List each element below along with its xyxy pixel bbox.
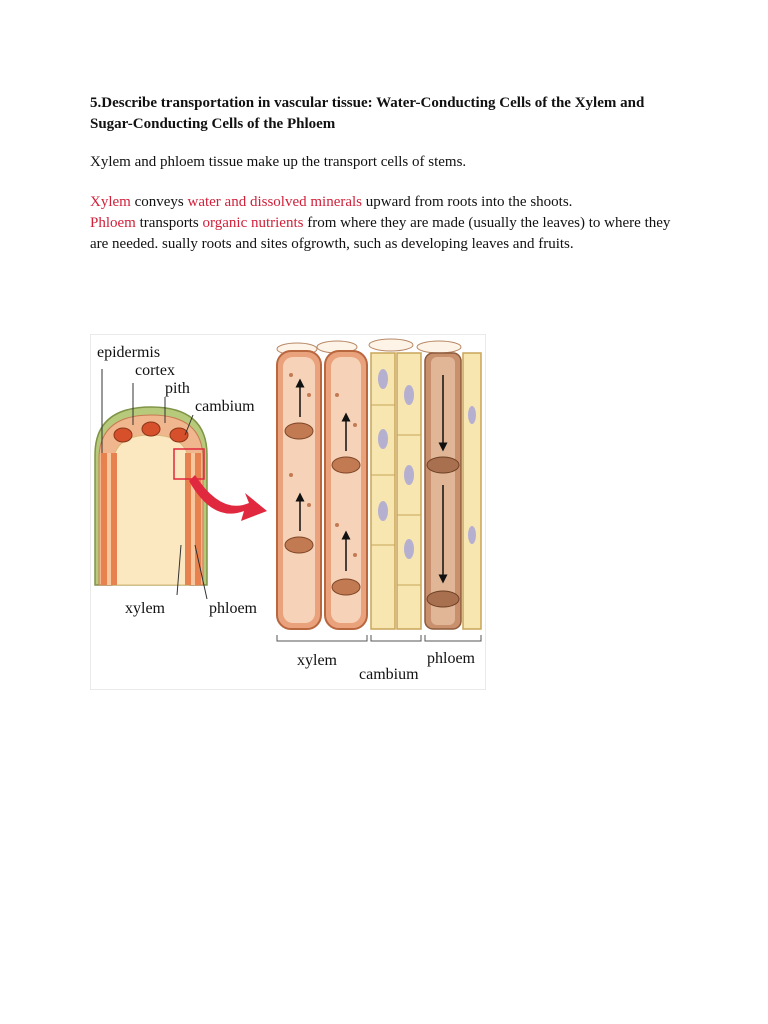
label-epidermis: epidermis bbox=[97, 344, 161, 361]
xylem-highlight: water and dissolved minerals bbox=[187, 194, 363, 210]
label-cortex: cortex bbox=[135, 362, 175, 379]
label-pith: pith bbox=[165, 380, 190, 397]
pith-region bbox=[113, 435, 189, 585]
xylem-text-2: upward from roots into the shoots. bbox=[362, 194, 573, 210]
intro-paragraph: Xylem and phloem tissue make up the transport cells of stems. bbox=[90, 154, 467, 170]
phloem-term: Phloem bbox=[90, 215, 136, 231]
label-cambium-top: cambium bbox=[195, 398, 255, 415]
phloem-text-1: transports bbox=[135, 215, 203, 231]
diagram-svg bbox=[91, 335, 485, 689]
phloem-text-2: from where they are made (usually the leaves) to where they are needed. sually roots and sites ofgrowth, such as developing leaves and fruits. bbox=[90, 215, 671, 252]
phloem-highlight: organic nutrients bbox=[202, 215, 304, 231]
cambium-cells bbox=[371, 353, 421, 629]
xylem-text-1: conveys bbox=[130, 194, 188, 210]
phloem-cells bbox=[425, 353, 481, 629]
xylem-term: Xylem bbox=[90, 194, 131, 210]
label-cambium-bottom: cambium bbox=[359, 666, 419, 683]
magnified-tissue bbox=[277, 339, 481, 641]
label-phloem-bottom: phloem bbox=[427, 650, 475, 667]
label-phloem-left: phloem bbox=[209, 600, 257, 617]
section-heading: 5.Describe transportation in vascular tissue: Water-Conducting Cells of the Xylem and Sugar-Conducting Cells of the Phloem bbox=[90, 95, 645, 132]
transport-paragraph bbox=[90, 192, 690, 255]
label-xylem-bottom: xylem bbox=[297, 652, 337, 669]
label-xylem-left: xylem bbox=[125, 600, 165, 617]
vascular-tissue-diagram bbox=[90, 334, 486, 690]
